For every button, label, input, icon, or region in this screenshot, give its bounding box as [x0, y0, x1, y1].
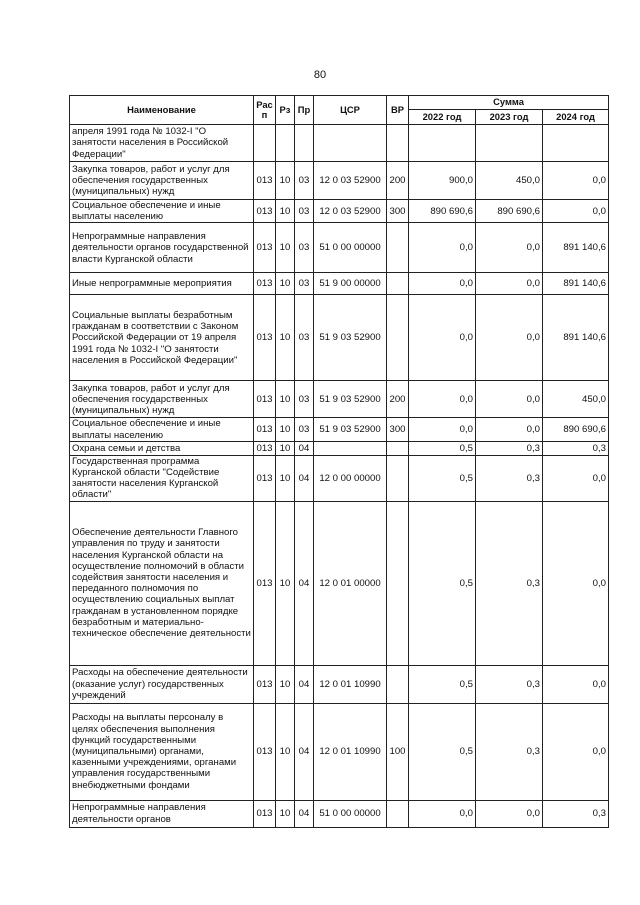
- table-cell-pr: 03: [295, 381, 314, 418]
- table-row: [70, 295, 609, 381]
- table-cell-csr: 12 0 03 52900: [314, 200, 387, 223]
- table-cell-2023: 0,0: [476, 273, 543, 295]
- table-cell-2023: 0,3: [476, 501, 543, 665]
- table-cell-name: Государственная программа Курганской области "Содействие занятости населения Курганской области": [70, 455, 254, 501]
- table-cell-2024: 0,0: [543, 455, 609, 501]
- table-cell-rz: 10: [276, 455, 295, 501]
- table-cell-vr: 300: [387, 418, 409, 441]
- table-row: [70, 703, 609, 800]
- table-cell-2023: 450,0: [476, 162, 543, 200]
- header-2024: 2024 год: [543, 110, 609, 125]
- table-cell-2024: 0,0: [543, 703, 609, 800]
- table-cell-name: Обеспечение деятельности Главного управления по труду и занятости населения Курганской области на осуществление полномочий в области содействия занятости населения и переданного полномочия по осуществлению социальных выплат гражданам в установленном порядке безработным и материально-техническое обеспечение деятельности: [70, 501, 254, 665]
- table-cell-2024: 891 140,6: [543, 273, 609, 295]
- table-row: [70, 455, 609, 501]
- table-cell-2024: 0,0: [543, 162, 609, 200]
- table-cell-2022: 0,0: [409, 223, 476, 273]
- table-row: [70, 200, 609, 223]
- table-cell-pr: 04: [295, 501, 314, 665]
- table-cell-2023: 0,0: [476, 800, 543, 827]
- table-cell-2023: 890 690,6: [476, 200, 543, 223]
- table-cell-rz: 10: [276, 381, 295, 418]
- table-cell-vr: 100: [387, 703, 409, 800]
- table-cell-vr: 300: [387, 200, 409, 223]
- table-cell-pr: 03: [295, 418, 314, 441]
- table-cell-rasp: 013: [254, 800, 276, 827]
- table-cell-rasp: 013: [254, 200, 276, 223]
- table-cell-pr: [295, 125, 314, 162]
- table-cell-2022: 0,0: [409, 295, 476, 381]
- table-cell-rasp: 013: [254, 665, 276, 703]
- table-cell-rz: 10: [276, 273, 295, 295]
- table-cell-vr: [387, 800, 409, 827]
- table-cell-rz: 10: [276, 665, 295, 703]
- table-row: [70, 125, 609, 162]
- table-cell-csr: 51 9 00 00000: [314, 273, 387, 295]
- table-cell-name: Закупка товаров, работ и услуг для обеспечения государственных (муниципальных) нужд: [70, 381, 254, 418]
- table-row: [70, 441, 609, 455]
- table-cell-name: апреля 1991 года № 1032-I "О занятости населения в Российской Федерации": [70, 125, 254, 162]
- table-cell-2022: 0,0: [409, 273, 476, 295]
- table-cell-vr: 200: [387, 162, 409, 200]
- table-cell-name: Социальные выплаты безработным гражданам в соответствии с Законом Российской Федерации от 19 апреля 1991 года № 1032-I "О занятости населения в Российской Федерации": [70, 295, 254, 381]
- table-cell-pr: 03: [295, 295, 314, 381]
- table-cell-rasp: 013: [254, 455, 276, 501]
- table-cell-csr: 51 0 00 00000: [314, 800, 387, 827]
- table-cell-name: Социальное обеспечение и иные выплаты населению: [70, 200, 254, 223]
- table-cell-2022: 0,0: [409, 381, 476, 418]
- header-rasp: Рас п: [254, 96, 276, 125]
- table-cell-2022: 0,5: [409, 703, 476, 800]
- table-cell-pr: 04: [295, 665, 314, 703]
- budget-table: [69, 95, 609, 828]
- table-cell-csr: 12 0 01 10990: [314, 703, 387, 800]
- header-vr: ВР: [387, 96, 409, 125]
- table-cell-name: Закупка товаров, работ и услуг для обеспечения государственных (муниципальных) нужд: [70, 162, 254, 200]
- table-body: [70, 125, 609, 828]
- table-cell-rz: 10: [276, 200, 295, 223]
- table-cell-csr: 51 9 03 52900: [314, 418, 387, 441]
- table-row: [70, 162, 609, 200]
- table-cell-2022: 890 690,6: [409, 200, 476, 223]
- table-cell-2024: [543, 125, 609, 162]
- header-2022: 2022 год: [409, 110, 476, 125]
- table-cell-2024: 891 140,6: [543, 223, 609, 273]
- header-csr: ЦСР: [314, 96, 387, 125]
- table-cell-name: Непрограммные направления деятельности органов государственной власти Курганской области: [70, 223, 254, 273]
- table-cell-2022: 0,5: [409, 665, 476, 703]
- table-cell-name: Охрана семьи и детства: [70, 441, 254, 455]
- table-cell-2023: 0,3: [476, 665, 543, 703]
- table-cell-rz: 10: [276, 501, 295, 665]
- table-cell-2023: 0,0: [476, 381, 543, 418]
- table-cell-pr: 04: [295, 800, 314, 827]
- table-row: [70, 381, 609, 418]
- table-cell-csr: [314, 441, 387, 455]
- table-cell-2023: [476, 125, 543, 162]
- table-cell-pr: 04: [295, 455, 314, 501]
- table-cell-2024: 0,0: [543, 200, 609, 223]
- table-cell-pr: 03: [295, 162, 314, 200]
- table-cell-csr: 12 0 01 00000: [314, 501, 387, 665]
- table-cell-rasp: [254, 125, 276, 162]
- table-cell-2022: 0,5: [409, 455, 476, 501]
- table-cell-2024: 0,3: [543, 800, 609, 827]
- table-cell-rasp: 013: [254, 501, 276, 665]
- table-cell-vr: 200: [387, 381, 409, 418]
- table-cell-2024: 450,0: [543, 381, 609, 418]
- table-cell-2023: 0,3: [476, 455, 543, 501]
- table-cell-name: Расходы на обеспечение деятельности (оказание услуг) государственных учреждений: [70, 665, 254, 703]
- table-cell-name: Расходы на выплаты персоналу в целях обеспечения выполнения функций государственными (муниципальными) органами, казенными учреждениями, органами управления государственными внебюджетными фондами: [70, 703, 254, 800]
- table-cell-rasp: 013: [254, 273, 276, 295]
- table-cell-rz: 10: [276, 162, 295, 200]
- table-cell-vr: [387, 455, 409, 501]
- table-cell-2022: 0,0: [409, 800, 476, 827]
- table-cell-rz: 10: [276, 800, 295, 827]
- table-cell-2022: 0,0: [409, 418, 476, 441]
- table-cell-2023: 0,3: [476, 703, 543, 800]
- header-name: Наименование: [70, 96, 254, 125]
- table-cell-pr: 03: [295, 200, 314, 223]
- table-cell-2024: 0,0: [543, 665, 609, 703]
- table-cell-rasp: 013: [254, 418, 276, 441]
- table-cell-2023: 0,3: [476, 441, 543, 455]
- table-cell-rasp: 013: [254, 441, 276, 455]
- table-cell-csr: [314, 125, 387, 162]
- table-cell-csr: 12 0 01 10990: [314, 665, 387, 703]
- table-row: [70, 800, 609, 827]
- table-cell-csr: 51 9 03 52900: [314, 295, 387, 381]
- table-cell-csr: 51 9 03 52900: [314, 381, 387, 418]
- header-pr: Пр: [295, 96, 314, 125]
- table-cell-2024: 890 690,6: [543, 418, 609, 441]
- table-cell-name: Иные непрограммные мероприятия: [70, 273, 254, 295]
- table-row: [70, 273, 609, 295]
- table-cell-2022: 0,5: [409, 441, 476, 455]
- table-cell-rz: [276, 125, 295, 162]
- table-cell-rasp: 013: [254, 223, 276, 273]
- table-cell-vr: [387, 295, 409, 381]
- page-number: 80: [313, 69, 327, 81]
- table-row: [70, 223, 609, 273]
- table-cell-pr: 03: [295, 273, 314, 295]
- table-cell-rz: 10: [276, 418, 295, 441]
- table-row: [70, 418, 609, 441]
- header-2023: 2023 год: [476, 110, 543, 125]
- table-cell-name: Непрограммные направления деятельности органов: [70, 800, 254, 827]
- table-row: [70, 665, 609, 703]
- table-cell-rasp: 013: [254, 162, 276, 200]
- table-cell-rasp: 013: [254, 703, 276, 800]
- table-cell-2024: 0,0: [543, 501, 609, 665]
- table-cell-name: Социальное обеспечение и иные выплаты населению: [70, 418, 254, 441]
- table-cell-2023: 0,0: [476, 418, 543, 441]
- table-cell-csr: 51 0 00 00000: [314, 223, 387, 273]
- table-cell-2024: 891 140,6: [543, 295, 609, 381]
- table-cell-2022: 900,0: [409, 162, 476, 200]
- table-cell-csr: 12 0 03 52900: [314, 162, 387, 200]
- table-cell-2022: 0,5: [409, 501, 476, 665]
- table-cell-rz: 10: [276, 703, 295, 800]
- table-cell-rz: 10: [276, 223, 295, 273]
- table-cell-rasp: 013: [254, 381, 276, 418]
- table-cell-2023: 0,0: [476, 223, 543, 273]
- table-cell-pr: 04: [295, 441, 314, 455]
- header-rz: Рз: [276, 96, 295, 125]
- header-sum: Сумма: [409, 96, 609, 110]
- table-row: [70, 501, 609, 665]
- table-cell-vr: [387, 441, 409, 455]
- table-cell-rz: 10: [276, 295, 295, 381]
- table-cell-vr: [387, 125, 409, 162]
- table-cell-2024: 0,3: [543, 441, 609, 455]
- table-cell-pr: 03: [295, 223, 314, 273]
- table-cell-vr: [387, 273, 409, 295]
- table-cell-2022: [409, 125, 476, 162]
- table-cell-vr: [387, 501, 409, 665]
- table-cell-vr: [387, 665, 409, 703]
- table-cell-2023: 0,0: [476, 295, 543, 381]
- table-cell-pr: 04: [295, 703, 314, 800]
- table-cell-rz: 10: [276, 441, 295, 455]
- table-cell-rasp: 013: [254, 295, 276, 381]
- table-cell-vr: [387, 223, 409, 273]
- table-cell-csr: 12 0 00 00000: [314, 455, 387, 501]
